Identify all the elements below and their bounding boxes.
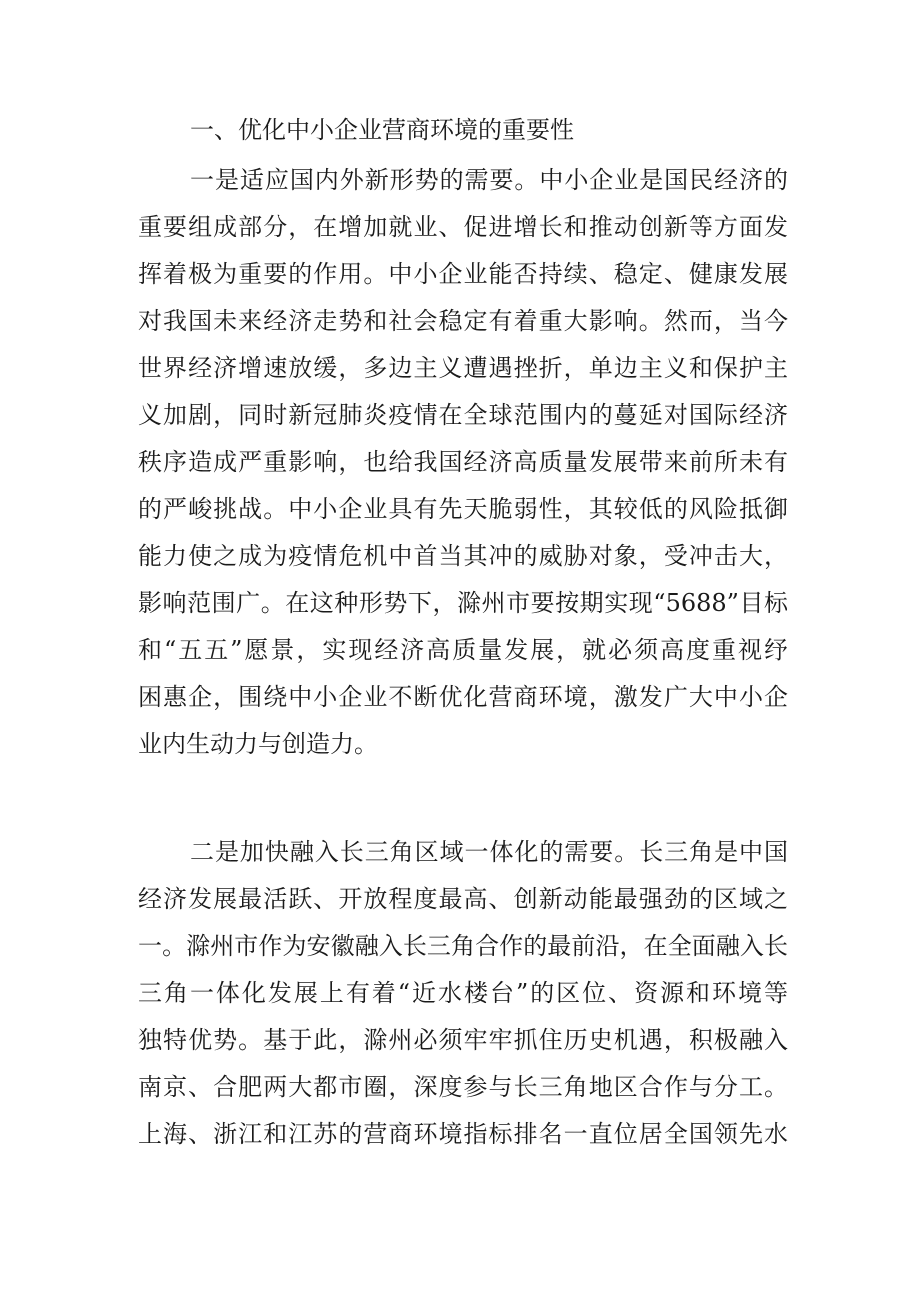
paragraph-1-line: 秩序造成严重影响，也给我国经济高质量发展带来前所未有 [138,448,788,476]
paragraph-1-line: 一是适应国内外新形势的需要。中小企业是国民经济的 [190,166,788,194]
paragraph-1-line: 困惠企，围绕中小企业不断优化营商环境，激发广大中小企 [138,683,788,711]
paragraph-2-line: 一。滁州市作为安徽融入长三角合作的最前沿，在全面融入长 [138,932,788,960]
paragraph-1-line: 的严峻挑战。中小企业具有先天脆弱性，其较低的风险抵御 [138,495,788,523]
paragraph-1-line: 重要组成部分，在增加就业、促进增长和推动创新等方面发 [138,213,788,241]
paragraph-1-line: 对我国未来经济走势和社会稳定有着重大影响。然而，当今 [138,307,788,335]
section-heading: 一、优化中小企业营商环境的重要性 [190,116,574,144]
paragraph-1-line: 义加剧，同时新冠肺炎疫情在全球范围内的蔓延对国际经济 [138,401,788,429]
paragraph-1-line: 挥着极为重要的作用。中小企业能否持续、稳定、健康发展 [138,260,788,288]
paragraph-1-line: 世界经济增速放缓，多边主义遭遇挫折，单边主义和保护主 [138,354,788,382]
paragraph-1-line: 和“五五”愿景，实现经济高质量发展，就必须高度重视纾 [138,636,788,664]
paragraph-2-line: 二是加快融入长三角区域一体化的需要。长三角是中国 [190,838,788,866]
paragraph-2-line: 三角一体化发展上有着“近水楼台”的区位、资源和环境等 [138,979,788,1007]
paragraph-2-line: 独特优势。基于此，滁州必须牢牢抓住历史机遇，积极融入 [138,1026,788,1054]
paragraph-1-line: 影响范围广。在这种形势下，滁州市要按期实现“5688”目标 [138,589,788,617]
paragraph-2-line: 经济发展最活跃、开放程度最高、创新动能最强劲的区域之 [138,885,788,913]
paragraph-1-line: 能力使之成为疫情危机中首当其冲的威胁对象，受冲击大， [138,542,788,570]
paragraph-1-line: 业内生动力与创造力。 [138,730,378,758]
paragraph-2-line: 南京、合肥两大都市圈，深度参与长三角地区合作与分工。 [138,1073,788,1101]
paragraph-2-line: 上海、浙江和江苏的营商环境指标排名一直位居全国领先水 [138,1120,788,1148]
